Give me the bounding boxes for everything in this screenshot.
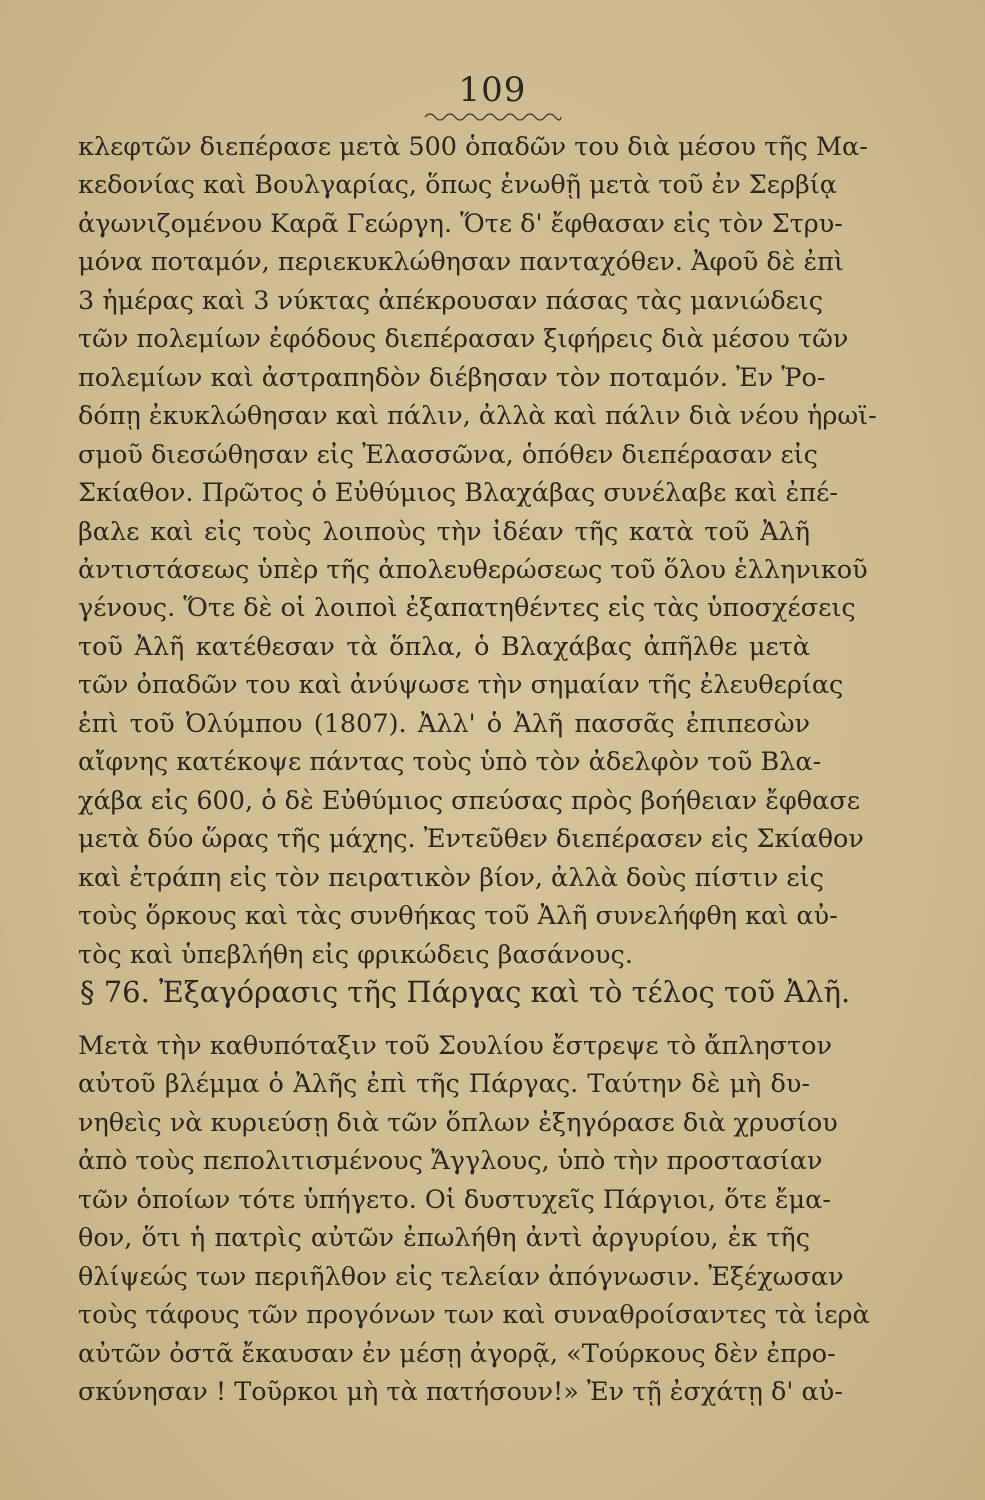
text-line: νηθεὶς νὰ κυριεύσῃ διὰ τῶν ὅπλων ἐξηγόρασε διὰ χρυσίου [78, 1107, 838, 1138]
text-line: αὐτῶν ὀστᾶ ἔκαυσαν ἐν μέσῃ ἀγορᾷ, «Τούρκους δὲν ἐπρο- [78, 1338, 836, 1369]
text-line: γένους. Ὅτε δὲ οἱ λοιποὶ ἐξαπατηθέντες εἰς τὰς ὑποσχέσεις [78, 593, 856, 624]
text-line: τῶν ὁποίων τότε ὑπήγετο. Οἱ δυστυχεῖς Πάργιοι, ὅτε ἔμα- [78, 1184, 831, 1215]
paragraph-bottom [78, 1027, 870, 1412]
text-line: θλίψεώς των περιῆλθον εἰς τελείαν ἀπόγνωσιν. Ἐξέχωσαν [78, 1261, 844, 1292]
text-line: τοὺς ὅρκους καὶ τὰς συνθήκας τοῦ Ἀλῆ συνελήφθη καὶ αὐ- [78, 901, 838, 932]
text-line: τῶν ὀπαδῶν του καὶ ἀνύψωσε τὴν σημαίαν τῆς ἐλευθερίας [78, 670, 844, 701]
text-line: χάβα εἰς 600, ὁ δὲ Εὐθύμιος σπεύσας πρὸς βοήθειαν ἔφθασε [78, 785, 860, 816]
text-line: αὐτοῦ βλέμμα ὁ Ἀλῆς ἐπὶ τῆς Πάργας. Ταύτην δὲ μὴ δυ- [78, 1069, 810, 1100]
text-line: ἐπὶ τοῦ Ὀλύμπου (1807). Ἀλλ' ὁ Ἀλῆ πασσᾶς ἐπιπεσὼν [78, 708, 810, 739]
text-line: μετὰ δύο ὥρας τῆς μάχης. Ἐντεῦθεν διεπέρασεν εἰς Σκίαθον [78, 824, 864, 855]
page-number: 109 [458, 70, 527, 110]
text-line: τοὺς τάφους τῶν προγόνων των καὶ συναθροίσαντες τὰ ἱερὰ [78, 1300, 870, 1331]
text-line: δόπῃ ἐκυκλώθησαν καὶ πάλιν, ἀλλὰ καὶ πάλιν διὰ νέου ἡρωϊ- [78, 401, 877, 432]
text-line: κλεφτῶν διεπέρασε μετὰ 500 ὁπαδῶν του διὰ μέσου τῆς Μα- [78, 132, 868, 162]
section-heading: § 76. Ἐξαγόρασις τῆς Πάργας καὶ τὸ τέλος τοῦ Ἀλῆ. [80, 975, 851, 1009]
text-line: Σκίαθον. Πρῶτος ὁ Εὐθύμιος Βλαχάβας συνέλαβε καὶ ἐπέ- [78, 478, 838, 509]
text-line: σκύνησαν ! Τοῦρκοι μὴ τὰ πατήσουν!» Ἐν τῇ ἐσχάτῃ δ' αὐ- [78, 1377, 843, 1408]
text-line: Μετὰ τὴν καθυπόταξιν τοῦ Σουλίου ἔστρεψε τὸ ἄπληστον [78, 1031, 832, 1061]
text-line: τοῦ Ἀλῆ κατέθεσαν τὰ ὅπλα, ὁ Βλαχάβας ἀπῆλθε μετὰ [78, 631, 810, 662]
text-line: κεδονίας καὶ Βουλγαρίας, ὅπως ἑνωθῇ μετὰ τοῦ ἐν Σερβίᾳ [78, 170, 837, 201]
text-line: τὸς καὶ ὑπεβλήθη εἰς φρικώδεις βασάνους. [78, 939, 633, 970]
text-line: πολεμίων καὶ ἀστραπηδὸν διέβησαν τὸν ποταμόν. Ἐν Ῥο- [78, 362, 826, 393]
text-line: αἴφνης κατέκοψε πάντας τοὺς ὑπὸ τὸν ἀδελφὸν τοῦ Βλα- [78, 747, 822, 778]
wavy-ornament [0, 110, 985, 124]
text-line: βαλε καὶ εἰς τοὺς λοιποὺς τὴν ἰδέαν τῆς κατὰ τοῦ Ἀλῆ [78, 516, 810, 547]
text-line: θον, ὅτι ἡ πατρὶς αὐτῶν ἐπωλήθη ἀντὶ ἀργυρίου, ἐκ τῆς [78, 1223, 810, 1254]
text-line: σμοῦ διεσώθησαν εἰς Ἐλασσῶνα, ὁπόθεν διεπέρασαν εἰς [78, 439, 818, 470]
text-line: ἀπὸ τοὺς πεπολιτισμένους Ἄγγλους, ὑπὸ τὴν προστασίαν [78, 1146, 823, 1177]
text-line: μόνα ποταμόν, περιεκυκλώθησαν πανταχόθεν. Ἀφοῦ δὲ ἐπὶ [78, 247, 844, 278]
text-line: ἀντιστάσεως ὑπὲρ τῆς ἀπολευθερώσεως τοῦ ὅλου ἑλληνικοῦ [78, 554, 868, 585]
text-line: τῶν πολεμίων ἐφόδους διεπέρασαν ξιφήρεις διὰ μέσου τῶν [78, 324, 849, 355]
text-line: καὶ ἐτράπη εἰς τὸν πειρατικὸν βίον, ἀλλὰ δοὺς πίστιν εἰς [78, 862, 824, 893]
text-line: 3 ἡμέρας καὶ 3 νύκτας ἀπέκρουσαν πάσας τὰς μανιώδεις [78, 285, 824, 316]
paragraph-top [78, 128, 877, 974]
text-line: ἀγωνιζομένου Καρᾶ Γεώργη. Ὅτε δ' ἔφθασαν εἰς τὸν Στρυ- [78, 208, 843, 239]
